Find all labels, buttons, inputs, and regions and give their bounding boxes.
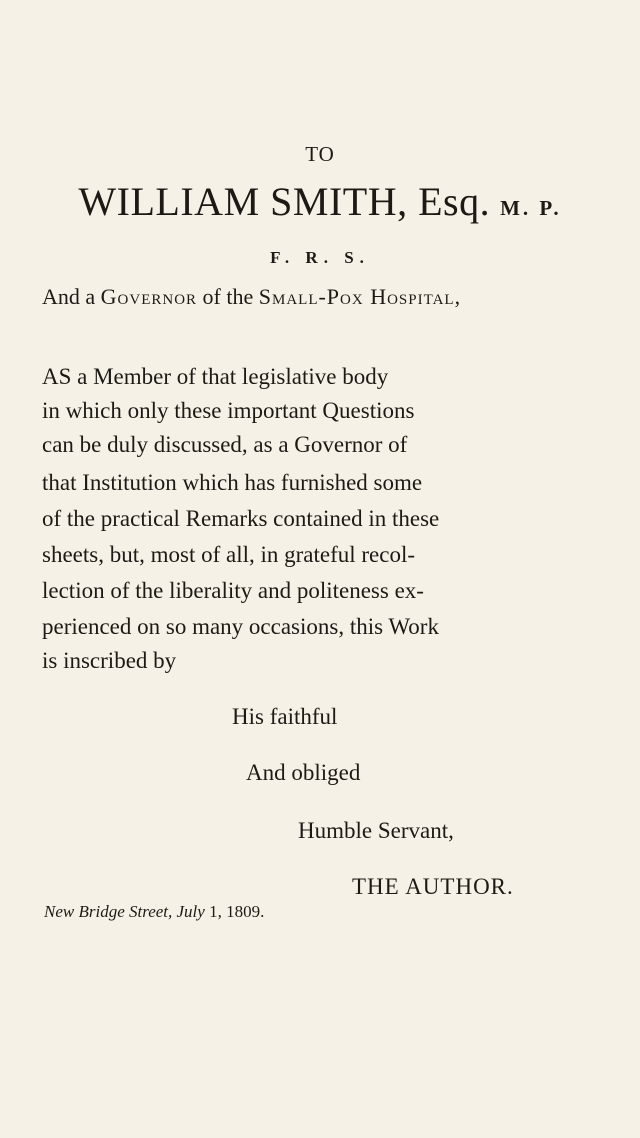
dedication-line: AS a Member of that legislative body [42,364,389,389]
dedication-line: that Institution which has furnished some [42,470,423,495]
affiliation-org: Small-Pox Hospital, [258,284,462,309]
dedicatee-affiliation [42,284,612,310]
dedicatee-name: WILLIAM SMITH, Esq. [78,179,491,224]
affiliation-role: Governor [100,284,198,309]
dedicatee-suffix: M. P. [500,196,562,220]
affiliation-prefix: And a [42,284,96,309]
dedication-line: of the practical Remarks contained in these [42,506,440,531]
dateline-date: 1, 1809. [209,902,265,921]
dedication-line: is inscribed by [42,648,177,673]
dateline-month: July [176,902,205,921]
dedication-line: sheets, but, most of all, in grateful recol- [42,542,416,567]
dedication-line: in which only these important Questions [42,398,415,423]
dedication-to: TO [305,142,335,166]
signature-line-faithful: His faithful [232,704,338,729]
affiliation-mid: of the [202,284,254,309]
dedicatee-credentials: F. R. S. [270,248,370,267]
signature-line-servant: Humble Servant, [298,818,454,843]
dedication-line: lection of the liberality and politeness ex- [42,578,424,603]
dateline [44,902,264,922]
signature-line-obliged: And obliged [246,760,361,785]
signature-author: THE AUTHOR. [352,874,514,899]
dateline-place: New Bridge Street, [44,902,173,921]
dedication-line: can be duly discussed, as a Governor of [42,432,408,457]
dedication-line: perienced on so many occasions, this Work [42,614,439,639]
dedicatee-name-line [0,178,640,225]
